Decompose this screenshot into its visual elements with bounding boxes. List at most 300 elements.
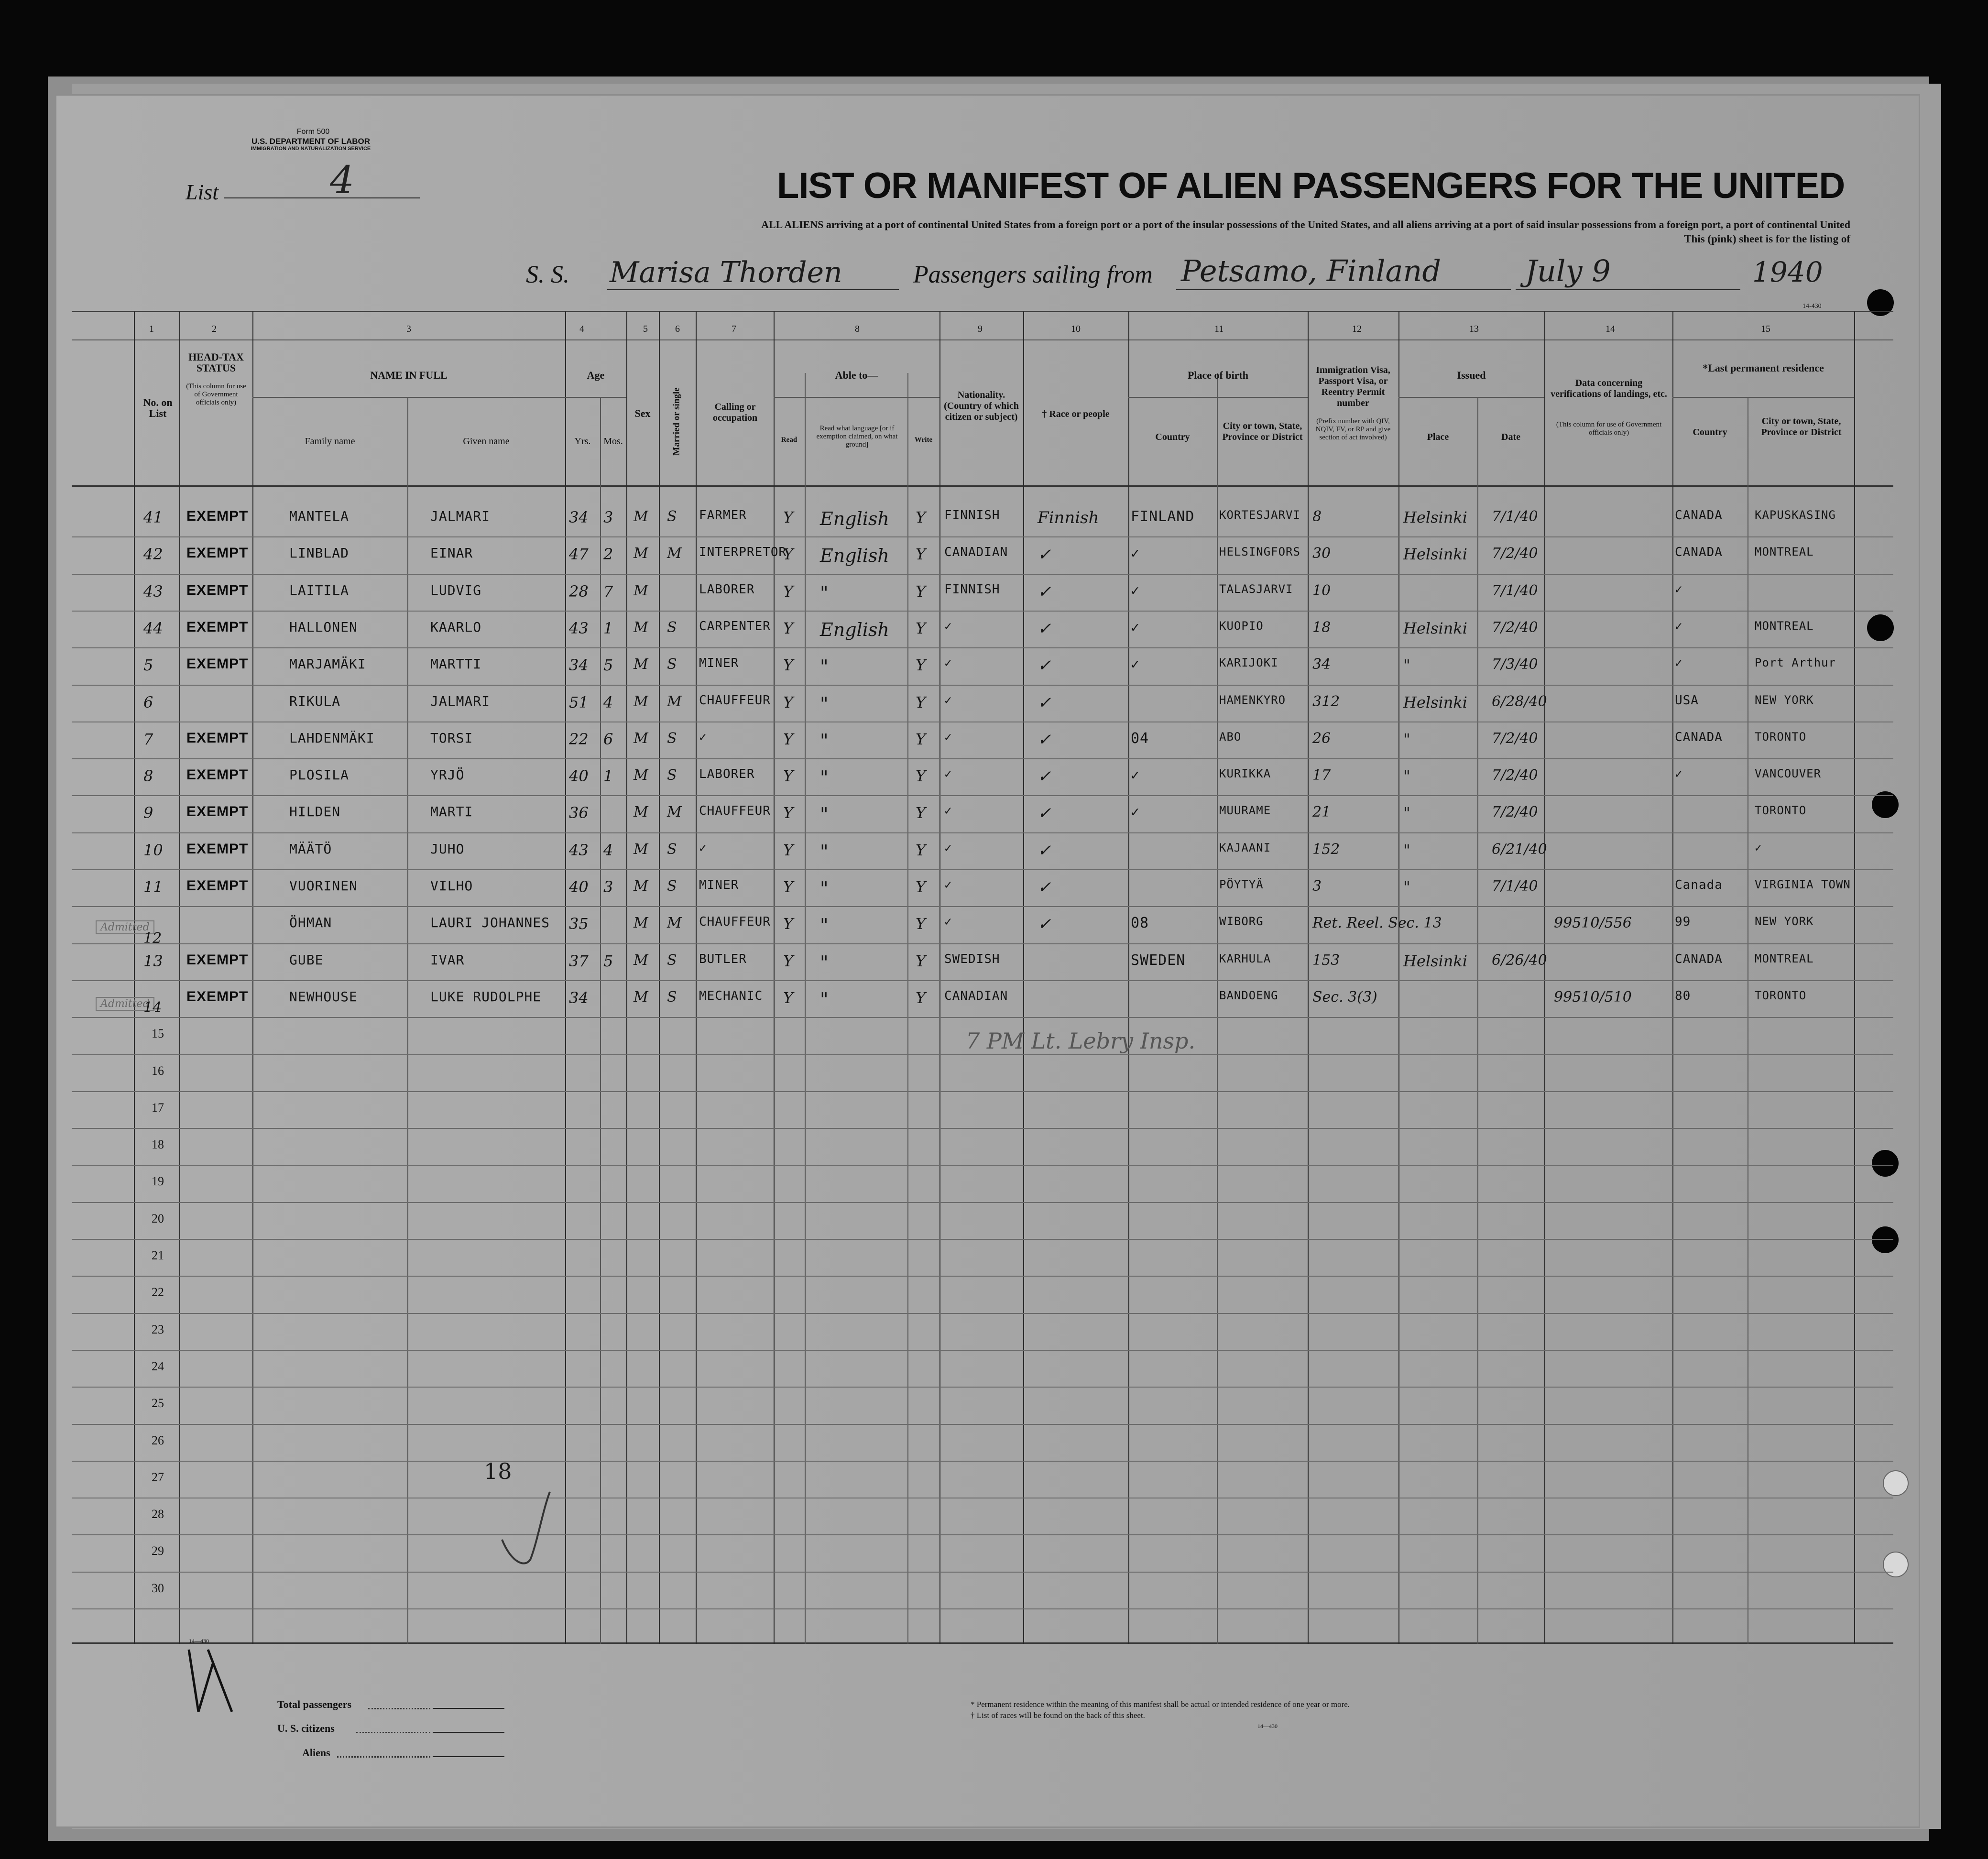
- row-visa: 34: [1312, 656, 1331, 673]
- row-bcity: KAJAANI: [1219, 841, 1271, 854]
- row-lang: ": [820, 730, 829, 751]
- row-iplace: ": [1403, 767, 1410, 785]
- row-rcountry: CANADA: [1675, 952, 1723, 966]
- col-rule: [1477, 397, 1478, 1644]
- subheader-rule: [774, 397, 939, 398]
- row-rule: [72, 647, 1893, 648]
- row-bcountry: ✓: [1131, 804, 1140, 820]
- row-idate: 7/2/40: [1492, 804, 1538, 820]
- row-mos: 2: [603, 545, 613, 563]
- row-ms: S: [667, 952, 677, 969]
- col-rule: [600, 397, 601, 1644]
- row-read: Y: [783, 915, 794, 933]
- row-occ: CHAUFFEUR: [699, 804, 771, 818]
- row-status: EXEMPT: [186, 508, 249, 524]
- row-yrs: 43: [569, 619, 589, 637]
- subheader-rule: [565, 397, 626, 398]
- row-write: Y: [916, 730, 926, 748]
- column-number: 4: [579, 324, 584, 334]
- footer-dots: [356, 1732, 430, 1733]
- header-issued-date: Date: [1501, 432, 1520, 442]
- row-idate: 7/1/40: [1492, 508, 1538, 525]
- row-rcity: MONTREAL: [1755, 952, 1814, 965]
- row-rcountry: 99: [1675, 915, 1691, 929]
- row-race: ✓: [1038, 804, 1051, 823]
- row-sex: M: [634, 767, 648, 784]
- col-rule: [407, 397, 408, 1644]
- row-iplace: ": [1403, 878, 1410, 896]
- footer-total-line: [433, 1708, 504, 1709]
- col-rule: [134, 311, 135, 1644]
- row-status: EXEMPT: [186, 545, 249, 561]
- row-mos: 6: [603, 730, 613, 748]
- punch-hole: [1872, 1226, 1899, 1253]
- sailing-label: Passengers sailing from: [913, 261, 1153, 288]
- row-visa: Sec. 3(3): [1312, 989, 1377, 1006]
- punch-hole: [1883, 1552, 1909, 1577]
- row-given: MARTI: [430, 804, 473, 820]
- row-rcity: Port Arthur: [1755, 656, 1836, 669]
- row-write: Y: [916, 989, 926, 1007]
- header-birth-city: City or town, State, Province or District: [1222, 421, 1303, 442]
- row-race: ✓: [1038, 582, 1051, 601]
- row-bcity: ABO: [1219, 730, 1242, 744]
- row-write: Y: [916, 915, 926, 933]
- row-mos: 3: [603, 508, 613, 526]
- row-yrs: 40: [569, 767, 589, 785]
- row-write: Y: [916, 619, 926, 637]
- row-yrs: 28: [569, 582, 589, 601]
- row-iplace: Helsinki: [1403, 545, 1467, 563]
- row-write: Y: [916, 656, 926, 674]
- row-family: MÄÄTÖ: [289, 841, 332, 857]
- row-number: 28: [152, 1507, 164, 1521]
- list-label: List: [186, 180, 219, 204]
- column-number: 10: [1071, 324, 1081, 334]
- col-rule: [659, 311, 660, 1644]
- column-number: 3: [406, 324, 411, 334]
- row-visa: 3: [1312, 878, 1322, 895]
- row-bcountry: 08: [1131, 915, 1149, 931]
- row-rcity: ✓: [1755, 841, 1762, 854]
- col-rule: [805, 373, 806, 1644]
- row-visa: 30: [1312, 545, 1331, 562]
- row-mos: 1: [603, 619, 613, 637]
- row-ms: S: [667, 656, 677, 673]
- subheader-rule: [1398, 397, 1544, 398]
- column-number: 15: [1761, 324, 1770, 334]
- row-family: GUBE: [289, 952, 324, 968]
- row-yrs: 51: [569, 693, 589, 711]
- row-status: EXEMPT: [186, 582, 249, 598]
- row-no: 43: [143, 582, 163, 601]
- row-sex: M: [634, 508, 648, 525]
- ss-label: S. S.: [526, 261, 569, 288]
- row-rule: [72, 1054, 1893, 1055]
- col-rule: [774, 311, 775, 1644]
- row-bcountry: 04: [1131, 730, 1149, 747]
- header-bottom-rule: [72, 485, 1893, 487]
- header-place-of-birth: Place of birth: [1187, 369, 1249, 381]
- punch-hole: [1883, 1470, 1909, 1496]
- subheader-rule: [1128, 397, 1308, 398]
- row-yrs: 36: [569, 804, 589, 822]
- row-family: LAHDENMÄKI: [289, 730, 375, 746]
- row-number: 30: [152, 1581, 164, 1595]
- row-number: 23: [152, 1323, 164, 1336]
- col-rule: [696, 311, 697, 1644]
- row-visa: 152: [1312, 841, 1340, 858]
- header-last-residence: *Last permanent residence: [1703, 362, 1824, 374]
- sailing-year: 1940: [1752, 256, 1823, 288]
- footer-note-races: † List of races will be found on the back of this sheet.: [971, 1711, 1145, 1720]
- row-nat: ✓: [944, 656, 952, 670]
- admitted-stamp: Admitted: [96, 997, 154, 1011]
- row-race: ✓: [1038, 767, 1051, 786]
- row-no: 11: [143, 878, 163, 896]
- page-count-mark: 18: [484, 1458, 512, 1484]
- row-bcity: KARHULA: [1219, 952, 1271, 965]
- row-iplace: ": [1403, 841, 1410, 859]
- row-rcity: MONTREAL: [1755, 545, 1814, 558]
- row-iplace: Helsinki: [1403, 952, 1467, 970]
- row-number: 16: [152, 1064, 164, 1078]
- row-read: Y: [783, 952, 794, 970]
- row-idate: 6/21/40: [1492, 841, 1547, 858]
- header-read: Read: [781, 436, 797, 444]
- row-family: LINBLAD: [289, 545, 350, 561]
- row-rule: [72, 906, 1893, 907]
- row-idate: 7/3/40: [1492, 656, 1538, 673]
- row-ms: M: [667, 693, 682, 710]
- row-rcountry: ✓: [1675, 656, 1683, 670]
- header-head-tax-note: (This column for use of Government officials only): [186, 383, 246, 406]
- sailing-date: July 9: [1525, 253, 1611, 288]
- row-read: Y: [783, 841, 794, 859]
- row-occ: CHAUFFEUR: [699, 915, 771, 929]
- row-number: 25: [152, 1396, 164, 1410]
- row-family: ÖHMAN: [289, 915, 332, 930]
- subheader-rule: [252, 397, 565, 398]
- row-sex: M: [634, 693, 648, 710]
- row-idate: 7/2/40: [1492, 767, 1538, 784]
- page-subtitle: [473, 218, 1850, 246]
- row-rule: [72, 1424, 1893, 1425]
- header-residence-country: Country: [1693, 427, 1727, 437]
- row-read: Y: [783, 878, 794, 896]
- row-bcity: PÖYTYÄ: [1219, 878, 1264, 891]
- row-visa: 153: [1312, 952, 1340, 969]
- row-bcountry: ✓: [1131, 656, 1140, 673]
- row-no: 10: [143, 841, 163, 859]
- col-rule: [939, 311, 940, 1644]
- header-married: Married or single: [671, 387, 682, 456]
- row-number: 24: [152, 1359, 164, 1373]
- row-rule: [72, 1608, 1893, 1609]
- header-visa-note: (Prefix number with QIV, NQIV, FV, or RP and give section of act involved): [1315, 417, 1391, 441]
- header-data-landings: Data concerning verifications of landings, etc.: [1551, 378, 1667, 399]
- footer-note-residence: * Permanent residence within the meaning of this manifest shall be actual or intended residence of one year or more.: [971, 1700, 1350, 1709]
- row-lang: ": [820, 582, 829, 603]
- row-no: 6: [143, 693, 153, 711]
- column-number: 12: [1352, 324, 1362, 334]
- row-idate: 7/2/40: [1492, 619, 1538, 636]
- row-yrs: 22: [569, 730, 589, 748]
- row-sex: M: [634, 730, 648, 747]
- row-occ: ✓: [699, 730, 707, 744]
- header-family-name: Family name: [305, 436, 355, 447]
- row-rule: [72, 943, 1893, 944]
- row-read: Y: [783, 656, 794, 674]
- row-rcountry: ✓: [1675, 619, 1683, 634]
- row-lang: ": [820, 915, 829, 936]
- header-issued: Issued: [1457, 369, 1486, 381]
- row-ms: S: [667, 878, 677, 895]
- row-iplace: ": [1403, 730, 1410, 748]
- col-rule: [1128, 311, 1129, 1644]
- row-write: Y: [916, 508, 926, 526]
- column-number: 7: [732, 324, 736, 334]
- row-write: Y: [916, 693, 926, 711]
- column-number: 13: [1469, 324, 1479, 334]
- header-no-on-list: No. on List: [143, 396, 173, 419]
- row-read: Y: [783, 767, 794, 785]
- header-calling: Calling or occupation: [712, 402, 758, 423]
- row-given: VILHO: [430, 878, 473, 894]
- row-idate: 6/28/40: [1492, 693, 1547, 710]
- subtitle-line-2: This (pink) sheet is for the listing of: [1684, 233, 1850, 245]
- row-number: 26: [152, 1433, 164, 1447]
- row-number-14: 14: [143, 999, 162, 1016]
- row-no: 9: [143, 804, 153, 822]
- row-sex: M: [634, 545, 648, 562]
- row-rule: [72, 1202, 1893, 1203]
- row-ms: S: [667, 841, 677, 858]
- row-rcountry: USA: [1675, 693, 1699, 708]
- row-family: NEWHOUSE: [289, 989, 358, 1005]
- row-race: ✓: [1038, 730, 1051, 749]
- row-bcity: HAMENKYRO: [1219, 693, 1286, 707]
- row-sex: M: [634, 841, 648, 858]
- row-rule: [72, 1128, 1893, 1129]
- row-read: Y: [783, 989, 794, 1007]
- footer-citizens-label: U. S. citizens: [277, 1722, 335, 1734]
- row-iplace: Helsinki: [1403, 619, 1467, 637]
- row-number: 15: [152, 1027, 164, 1040]
- list-number: 4: [330, 158, 354, 202]
- row-no: 44: [143, 619, 163, 637]
- row-rule: [72, 1313, 1893, 1314]
- row-rule: [72, 1534, 1893, 1535]
- row-read: Y: [783, 582, 794, 601]
- row-lang: ": [820, 767, 829, 788]
- col-rule: [179, 311, 180, 1644]
- row-race: Finnish: [1038, 508, 1099, 527]
- ship-underline: [607, 289, 899, 290]
- column-number: 9: [978, 324, 983, 334]
- row-write: Y: [916, 545, 926, 563]
- row-rule: [72, 1461, 1893, 1462]
- header-birth-country: Country: [1155, 432, 1190, 442]
- row-read: Y: [783, 508, 794, 526]
- row-rule: [72, 1276, 1893, 1277]
- row-lang: ": [820, 841, 829, 862]
- header-issued-place: Place: [1427, 432, 1449, 442]
- row-bcity: KUOPIO: [1219, 619, 1264, 633]
- row-yrs: 35: [569, 915, 589, 933]
- row-status: EXEMPT: [186, 656, 249, 672]
- row-idate: 7/2/40: [1492, 545, 1538, 562]
- row-number: 22: [152, 1285, 164, 1299]
- admitted-stamp: Admitted: [96, 920, 154, 934]
- row-race: ✓: [1038, 693, 1051, 712]
- row-lang: English: [820, 619, 889, 640]
- row-status: EXEMPT: [186, 878, 249, 894]
- tally-checkmark: [497, 1487, 555, 1573]
- row-given: JALMARI: [430, 508, 491, 524]
- row-rule: [72, 574, 1893, 575]
- subheader-rule: [1672, 397, 1854, 398]
- row-nat: FINNISH: [944, 508, 1000, 523]
- list-underline: [224, 197, 420, 198]
- row-bcountry: ✓: [1131, 619, 1140, 636]
- column-number: 5: [643, 324, 648, 334]
- footer-form-code: 14—430: [1257, 1723, 1278, 1729]
- row-sex: M: [634, 878, 648, 895]
- header-mos: Mos.: [603, 436, 623, 447]
- row-status: EXEMPT: [186, 767, 249, 783]
- row-sex: M: [634, 619, 648, 636]
- row-ms: M: [667, 915, 682, 931]
- col-rule: [1023, 311, 1024, 1644]
- row-sex: M: [634, 804, 648, 820]
- row-number: 19: [152, 1174, 164, 1188]
- row-bcountry: ✓: [1131, 545, 1140, 562]
- footer-form-code-left: 14—430: [189, 1638, 209, 1644]
- form-code-top: 14-430: [1802, 303, 1822, 310]
- row-rule: [72, 685, 1893, 686]
- row-lang: English: [820, 508, 889, 529]
- row-given: JALMARI: [430, 693, 491, 709]
- col-rule: [1217, 373, 1218, 1644]
- row-no: 13: [143, 952, 163, 970]
- row-ms: S: [667, 730, 677, 747]
- row-race: ✓: [1038, 878, 1051, 897]
- column-number: 8: [855, 324, 860, 334]
- col-rule: [252, 311, 253, 1644]
- inspector-note: 7 PM Lt. Lebry Insp.: [966, 1028, 1196, 1054]
- column-number: 2: [212, 324, 217, 334]
- row-nat: SWEDISH: [944, 952, 1000, 966]
- row-given: LUDVIG: [430, 582, 482, 598]
- row-bcountry: FINLAND: [1131, 508, 1195, 525]
- row-bcity: BANDOENG: [1219, 989, 1278, 1002]
- row-rule: [72, 832, 1893, 833]
- column-number: 1: [149, 324, 154, 334]
- column-number: 6: [675, 324, 680, 334]
- row-idate: 7/2/40: [1492, 730, 1538, 747]
- row-verif: 99510/556: [1554, 915, 1632, 931]
- row-rule: [72, 1165, 1893, 1166]
- row-given: LUKE RUDOLPHE: [430, 989, 542, 1005]
- row-read: Y: [783, 619, 794, 637]
- row-rcity: NEW YORK: [1755, 915, 1814, 928]
- header-nationality: Nationality. (Country of which citizen or subject): [944, 390, 1019, 422]
- row-race: ✓: [1038, 619, 1051, 638]
- row-nat: ✓: [944, 878, 952, 892]
- row-occ: CARPENTER: [699, 619, 771, 634]
- row-visa: 8: [1312, 508, 1322, 525]
- row-given: EINAR: [430, 545, 473, 561]
- row-rule: [72, 1017, 1893, 1018]
- row-race: ✓: [1038, 545, 1051, 564]
- row-family: PLOSILA: [289, 767, 350, 783]
- row-given: KAARLO: [430, 619, 482, 635]
- footer-aliens-label: Aliens: [302, 1747, 330, 1759]
- footer-aliens-line: [433, 1756, 504, 1757]
- row-read: Y: [783, 804, 794, 822]
- row-number: 27: [152, 1470, 164, 1484]
- row-status: EXEMPT: [186, 989, 249, 1005]
- row-race: ✓: [1038, 841, 1051, 860]
- row-bcity: HELSINGFORS: [1219, 545, 1300, 558]
- row-idate: 7/1/40: [1492, 878, 1538, 895]
- row-number: 18: [152, 1137, 164, 1151]
- row-bcity: MUURAME: [1219, 804, 1271, 817]
- row-number: 29: [152, 1544, 164, 1558]
- row-given: IVAR: [430, 952, 465, 968]
- row-sex: M: [634, 952, 648, 969]
- row-nat: ✓: [944, 804, 952, 818]
- corner-mark: [179, 1645, 246, 1721]
- row-lang: ": [820, 878, 829, 899]
- column-number: 11: [1214, 324, 1224, 334]
- row-yrs: 34: [569, 989, 589, 1007]
- row-write: Y: [916, 952, 926, 970]
- row-iplace: Helsinki: [1403, 508, 1467, 526]
- row-given: LAURI JOHANNES: [430, 915, 550, 930]
- subtitle-line-1: ALL ALIENS arriving at a port of continental United States from a foreign port or a port of the insular possessions of the United States, and all aliens arriving at a port of said insular possessions from a foreign port, a port of continental United: [761, 219, 1850, 230]
- row-ms: S: [667, 508, 677, 525]
- row-rcountry: Canada: [1675, 878, 1723, 892]
- row-bcity: KURIKKA: [1219, 767, 1271, 780]
- row-yrs: 43: [569, 841, 589, 859]
- column-number: 14: [1606, 324, 1615, 334]
- row-rcountry: 80: [1675, 989, 1691, 1003]
- row-no: 7: [143, 730, 153, 748]
- row-race: ✓: [1038, 656, 1051, 675]
- col-rule: [1854, 311, 1855, 1644]
- page-title: LIST OR MANIFEST OF ALIEN PASSENGERS FOR THE UNITED: [777, 165, 1845, 206]
- row-family: RIKULA: [289, 693, 341, 709]
- row-occ: INTERPRETOR: [699, 545, 787, 559]
- row-rule: [72, 758, 1893, 759]
- row-bcity: KARIJOKI: [1219, 656, 1278, 669]
- row-mos: 1: [603, 767, 613, 785]
- table-top-border: [72, 311, 1893, 312]
- row-occ: CHAUFFEUR: [699, 693, 771, 708]
- row-occ: LABORER: [699, 767, 755, 781]
- row-occ: MINER: [699, 656, 739, 670]
- row-nat: CANADIAN: [944, 989, 1008, 1003]
- row-write: Y: [916, 582, 926, 601]
- row-bcity: TALASJARVI: [1219, 582, 1293, 596]
- date-underline: [1516, 289, 1740, 290]
- row-iplace: Helsinki: [1403, 693, 1467, 711]
- row-yrs: 40: [569, 878, 589, 896]
- row-occ: MINER: [699, 878, 739, 892]
- footer-citizens-line: [433, 1732, 504, 1733]
